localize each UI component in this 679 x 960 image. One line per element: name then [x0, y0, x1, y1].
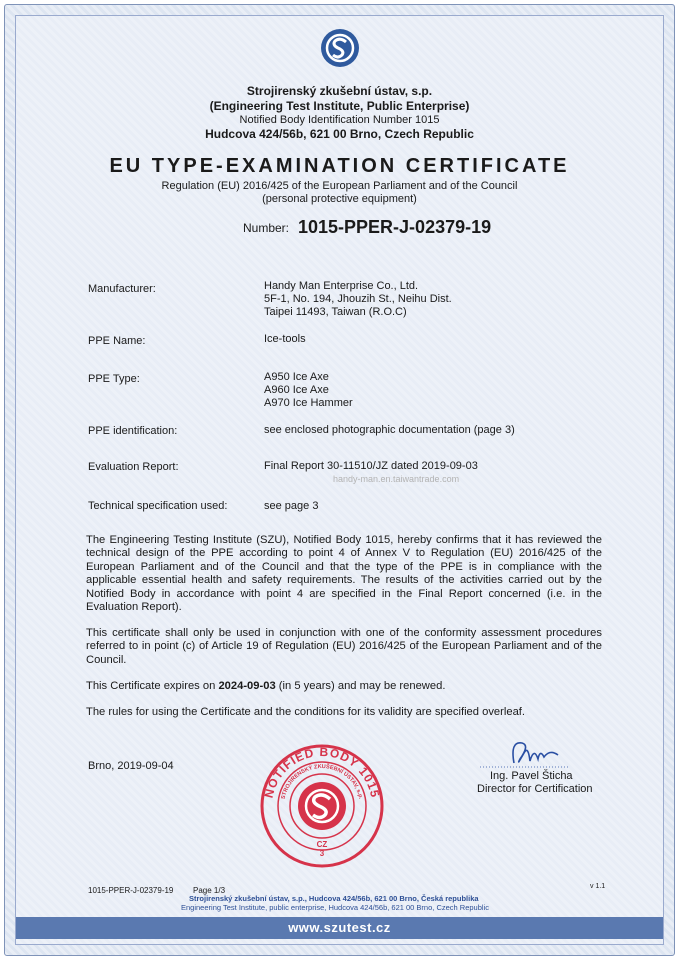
website-band	[16, 917, 663, 939]
ppe-name-label: PPE Name:	[88, 335, 146, 347]
body-paragraph-usage: This certificate shall only be used in conjunction with one of the conformity assessment procedures referred to in point (c) of Article 19 of Regulation (EU) 2016/425 of the European Parliament and of the Council.	[86, 627, 602, 666]
manufacturer-value	[264, 280, 452, 319]
certificate-title: EU TYPE-EXAMINATION CERTIFICATE	[109, 155, 570, 177]
stamp-top-text: NOTIFIED BODY 1015	[261, 744, 383, 800]
org-address: Hudcova 424/56b, 621 00 Brno, Czech Republic	[205, 127, 474, 141]
technical-spec-label: Technical specification used:	[88, 500, 228, 512]
manufacturer-line: 5F-1, No. 194, Jhouzih St., Neihu Dist.	[264, 293, 452, 305]
signatory-role: Director for Certification	[477, 783, 593, 795]
certificate-number: 1015-PPER-J-02379-19	[298, 217, 492, 237]
regulation-note: (personal protective equipment)	[262, 193, 417, 205]
stamp-number: 3	[319, 849, 325, 858]
notified-body-id: Notified Body Identification Number 1015	[239, 114, 440, 126]
ppe-type-value	[264, 371, 353, 410]
szu-logo-icon	[320, 28, 360, 68]
org-english-name: (Engineering Test Institute, Public Enterprise)	[209, 99, 470, 113]
place-date: Brno, 2019-09-04	[88, 760, 174, 772]
ppe-name-value: Ice-tools	[264, 333, 306, 345]
signatory-name: Ing. Pavel Šticha	[490, 770, 573, 782]
footer-version: v 1.1	[590, 883, 606, 890]
notified-body-stamp	[258, 742, 386, 870]
footer-doc-id: 1015-PPER-J-02379-19	[88, 886, 174, 895]
ppe-type-item: A950 Ice Axe	[264, 371, 329, 383]
manufacturer-label: Manufacturer:	[88, 283, 156, 295]
technical-spec-value: see page 3	[264, 500, 319, 512]
manufacturer-line: Handy Man Enterprise Co., Ltd.	[264, 280, 419, 292]
ppe-type-item: A970 Ice Hammer	[264, 397, 353, 409]
manufacturer-line: Taipei 11493, Taiwan (R.O.C)	[264, 306, 407, 318]
evaluation-report-label: Evaluation Report:	[88, 461, 179, 473]
ppe-type-item: A960 Ice Axe	[264, 384, 329, 396]
watermark-text: handy-man.en.taiwantrade.com	[333, 474, 460, 484]
stamp-ring-text: STROJIRENSKÝ ZKUŠEBNÍ ÚSTAV, s.p.	[280, 763, 364, 800]
stamp-logo-icon	[298, 782, 346, 830]
website-link[interactable]: www.szutest.cz	[288, 920, 391, 935]
number-label: Number:	[243, 221, 290, 235]
org-czech-name: Strojirenský zkušební ústav, s.p.	[246, 84, 433, 98]
body-paragraph-confirmation: The Engineering Testing Institute (SZU), Notified Body 1015, hereby confirms that it has reviewed the technical design of the PPE according to point 4 of Annex V to Regulation (EU) 2016/425 of the European Parliament and of the Council and that the type of the PPE is in compliance with the applicable essential health and safety requirements. The results of the activities carried out by the Notified Body in accordance with point 4 are specified in the Final Report concerned (i.e. in the Evaluation Report).	[86, 534, 602, 614]
ppe-identification-value: see enclosed photographic documentation (page 3)	[264, 424, 515, 436]
stamp-country: CZ	[316, 840, 328, 849]
expiry-date: 2024-09-03	[218, 680, 276, 692]
body-paragraph-expiry: This Certificate expires on 2024-09-03 (in 5 years) and may be renewed.	[86, 680, 446, 692]
regulation-line: Regulation (EU) 2016/425 of the European Parliament and of the Council	[161, 180, 518, 192]
signature-mark	[470, 735, 580, 775]
body-paragraph-rules: The rules for using the Certificate and the conditions for its validity are specified overleaf.	[86, 706, 526, 718]
footer-page: Page 1/3	[193, 886, 226, 895]
ppe-type-label: PPE Type:	[88, 373, 140, 385]
evaluation-report-value: Final Report 30-11510/JZ dated 2019-09-03	[264, 460, 478, 472]
footer-address-english: Engineering Test Institute, public enterprise, Hudcova 424/56b, 621 00 Brno, Czech Republic	[181, 903, 489, 912]
footer-address-czech: Strojirenský zkušební ústav, s.p., Hudcova 424/56b, 621 00 Brno, Česká republika	[189, 894, 479, 903]
ppe-identification-label: PPE identification:	[88, 425, 178, 437]
